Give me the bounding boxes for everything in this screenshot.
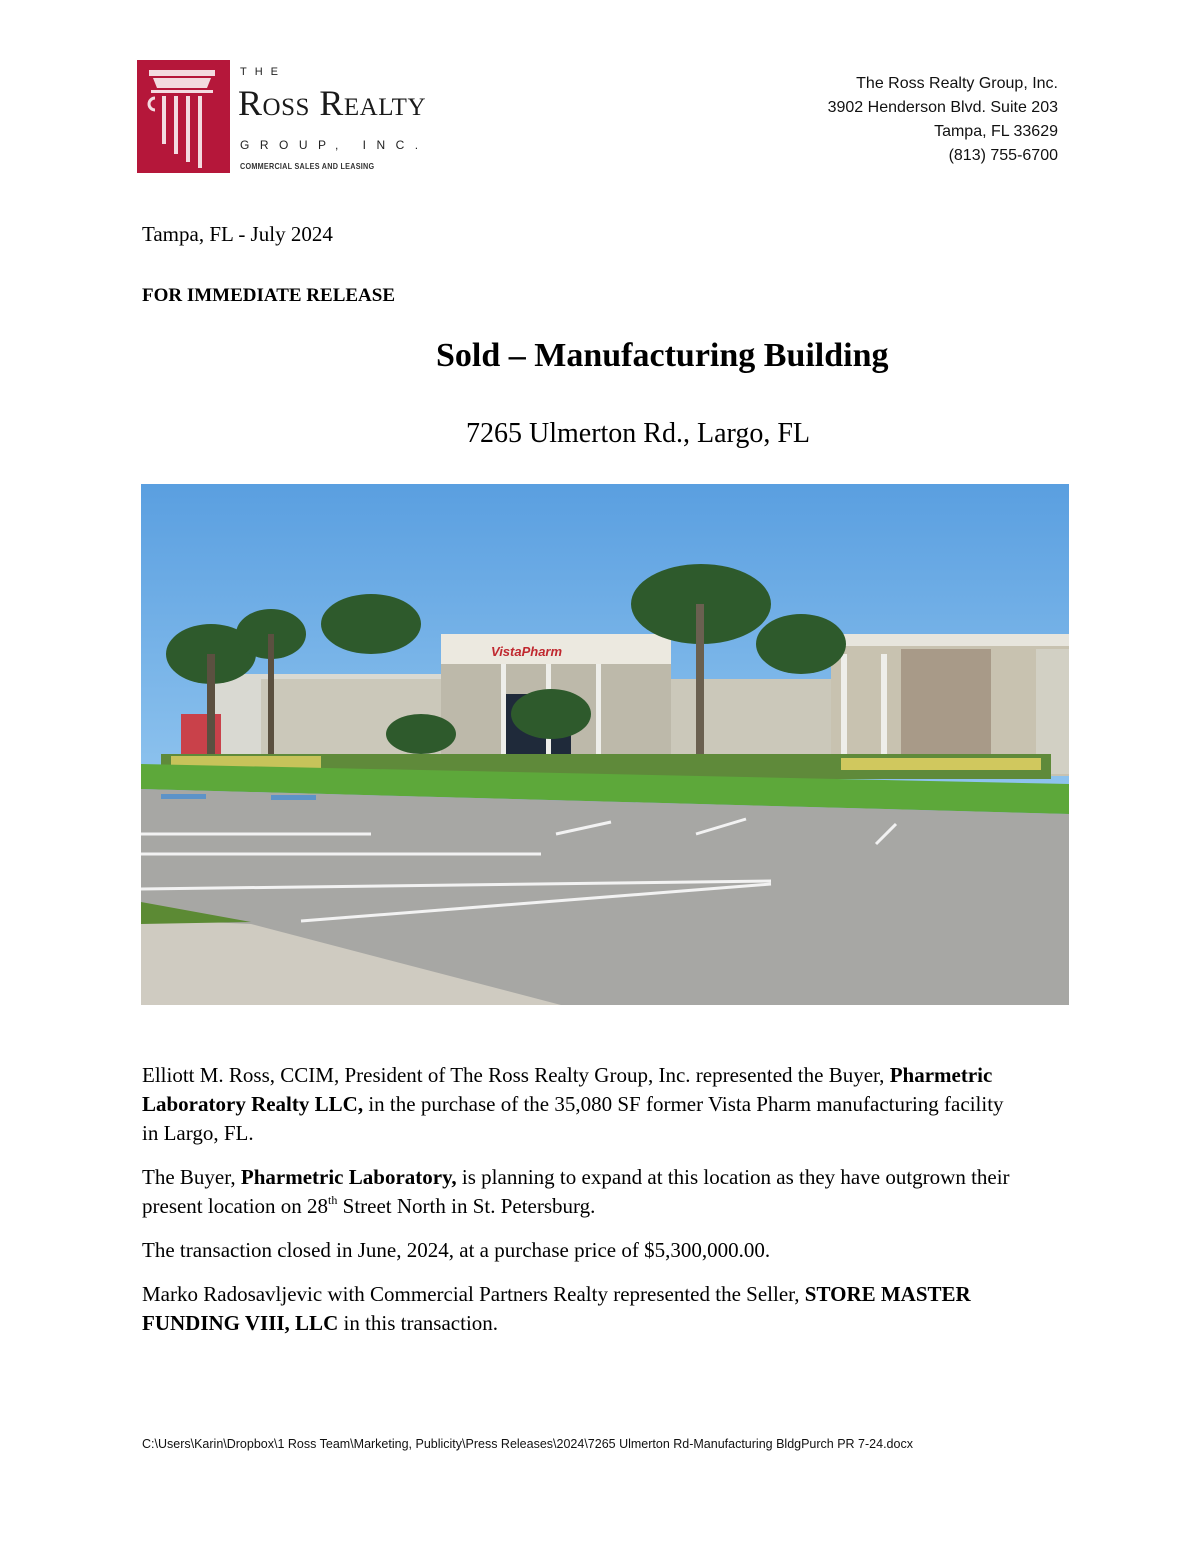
address-street: 3902 Henderson Blvd. Suite 203 <box>827 99 1058 116</box>
buyer-entity: Pharmetric Laboratory Realty LLC, <box>142 1063 993 1116</box>
address-city: Tampa, FL 33629 <box>934 123 1058 140</box>
building-photo <box>141 484 1069 1005</box>
paragraph-seller-rep: Marko Radosavljevic with Commercial Partners Realty represented the Seller, STORE MASTER FUNDING VIII, LLC in this transaction. <box>142 1282 971 1335</box>
dateline: Tampa, FL - July 2024 <box>142 222 333 246</box>
paragraph-buyer-rep: Elliott M. Ross, CCIM, President of The Ross Realty Group, Inc. represented the Buyer, Pharmetric Laboratory Realty LLC, in the purchase of the 35,080 SF former Vista Pharm manufacturing facility in Largo, FL. <box>142 1063 1004 1145</box>
press-release-body <box>142 1061 1022 1353</box>
address-phone: (813) 755-6700 <box>948 147 1058 164</box>
company-address <box>828 72 1058 168</box>
subhead-address: 7265 Ulmerton Rd., Largo, FL <box>466 418 811 449</box>
logo-tagline: COMMERCIAL SALES AND LEASING <box>240 161 375 171</box>
release-label: FOR IMMEDIATE RELEASE <box>142 285 396 306</box>
logo-group: GROUP, INC. <box>240 138 429 152</box>
paragraph-buyer-plans: The Buyer, Pharmetric Laboratory, is planning to expand at this location as they have outgrown their present location on 28th Street North in St. Petersburg. <box>142 1165 1010 1218</box>
document-file-path: C:\Users\Karin\Dropbox\1 Ross Team\Marketing, Publicity\Press Releases\2024\7265 Ulmerton Rd-Manufacturing BldgPurch PR 7-24.docx <box>142 1437 913 1451</box>
headline: Sold – Manufacturing Building <box>436 337 889 374</box>
logo-name: Ross Realty <box>238 83 427 123</box>
address-company: The Ross Realty Group, Inc. <box>856 75 1058 92</box>
seller-entity: STORE MASTER FUNDING VIII, LLC <box>142 1282 971 1335</box>
vistapharm-sign: VistaPharm <box>491 644 563 659</box>
company-logo <box>137 60 477 175</box>
logo-the: THE <box>240 66 286 78</box>
column-logo-icon <box>137 60 230 173</box>
paragraph-transaction: The transaction closed in June, 2024, at a purchase price of $5,300,000.00. <box>142 1238 771 1262</box>
buyer-name: Pharmetric Laboratory, <box>240 1165 457 1189</box>
